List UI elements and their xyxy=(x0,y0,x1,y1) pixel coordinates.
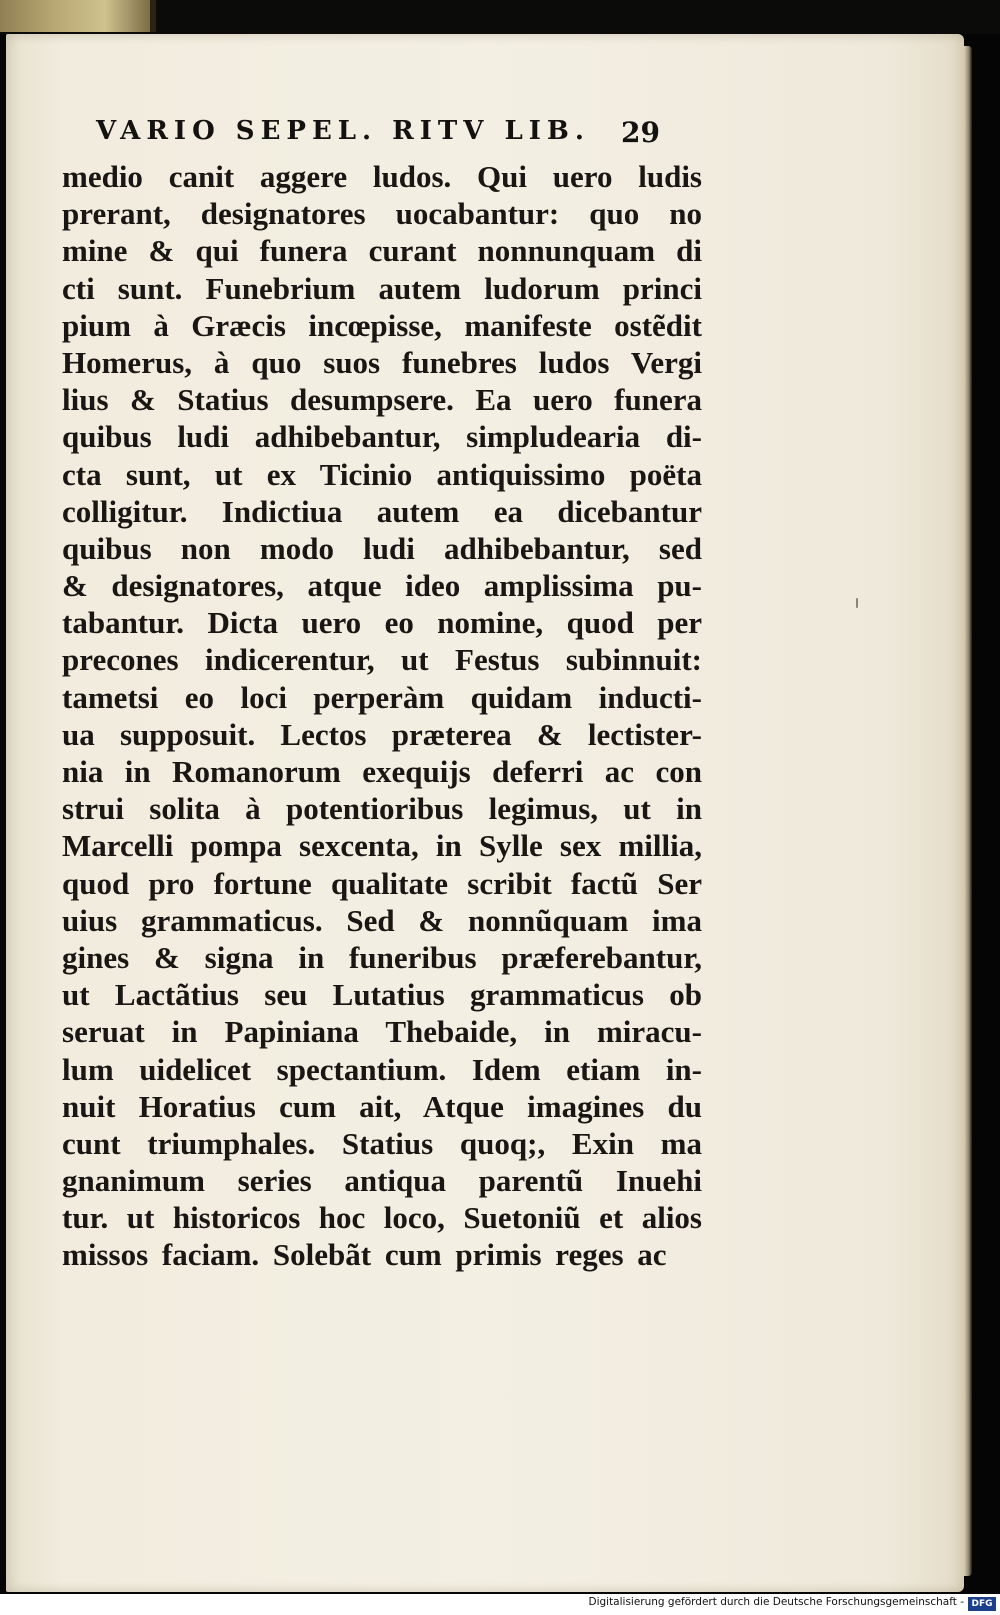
text-line: seruat in Papiniana Thebaide, in miracu- xyxy=(62,1014,702,1050)
text-line: prerant, designatores uocabantur: quo no xyxy=(62,196,702,232)
page-tab-shadow xyxy=(150,0,156,32)
text-line: cti sunt. Funebrium autem ludorum princi xyxy=(62,270,702,306)
text-line: tametsi eo loci perperàm quidam inducti- xyxy=(62,679,702,715)
running-head-title: VARIO SEPEL. RITV LIB. xyxy=(96,116,590,146)
dfg-logo: DFG xyxy=(968,1597,996,1611)
funding-credit: Digitalisierung gefördert durch die Deutsche Forschungsgemeinschaft - xyxy=(588,1596,964,1608)
text-line: quibus ludi adhibebantur, simpludearia di- xyxy=(62,419,702,455)
footer-bar xyxy=(0,1594,1000,1615)
text-line: quibus non modo ludi adhibebantur, sed xyxy=(62,530,702,566)
running-head xyxy=(96,116,676,156)
text-line: cunt triumphales. Statius quoq;, Exin ma xyxy=(62,1125,702,1161)
text-line: tur. ut historicos hoc loco, Suetoniũ et alios xyxy=(62,1200,702,1236)
text-line: medio canit aggere ludos. Qui uero ludis xyxy=(62,159,702,194)
text-line: uius grammaticus. Sed & nonnũquam ima xyxy=(62,902,702,938)
text-line: Homerus, à quo suos funebres ludos Vergi xyxy=(62,344,702,380)
text-line: quod pro fortune qualitate scribit factũ Ser xyxy=(62,865,702,901)
text-line: cta sunt, ut ex Ticinio antiquissimo poëta xyxy=(62,456,702,492)
text-line: colligitur. Indictiua autem ea dicebantur xyxy=(62,493,702,529)
page-tab xyxy=(0,0,150,32)
text-line: mine & qui funera curant nonnunquam di xyxy=(62,233,702,269)
text-line: lius & Statius desumpsere. Ea uero funera xyxy=(62,382,702,418)
text-block xyxy=(62,158,702,1274)
text-line: & designatores, atque ideo amplissima pu- xyxy=(62,568,702,604)
text-line: missos faciam. Solebãt cum primis reges ac xyxy=(62,1237,667,1273)
text-line: gines & signa in funeribus præferebantur, xyxy=(62,939,702,975)
text-line: Marcelli pompa sexcenta, in Sylle sex millia, xyxy=(62,828,702,864)
text-line: tabantur. Dicta uero eo nomine, quod per xyxy=(62,605,702,641)
text-line: strui solita à potentioribus legimus, ut in xyxy=(62,791,702,827)
text-line: gnanimum series antiqua parentũ Inuehi xyxy=(62,1163,702,1199)
page-edge xyxy=(964,46,972,1576)
text-line: nia in Romanorum exequijs deferri ac con xyxy=(62,754,702,789)
text-line: ut Lactãtius seu Lutatius grammaticus ob xyxy=(62,977,702,1013)
text-line: nuit Horatius cum ait, Atque imagines du xyxy=(62,1088,702,1124)
paper-speck xyxy=(856,598,858,608)
text-line: lum uidelicet spectantium. Idem etiam in- xyxy=(62,1051,702,1087)
text-line: precones indicerentur, ut Festus subinnuit: xyxy=(62,642,702,678)
folio-number: 29 xyxy=(621,116,660,149)
text-line: ua supposuit. Lectos præterea & lectister- xyxy=(62,716,702,752)
text-line: pium à Græcis incœpisse, manifeste ostẽdit xyxy=(62,307,702,343)
